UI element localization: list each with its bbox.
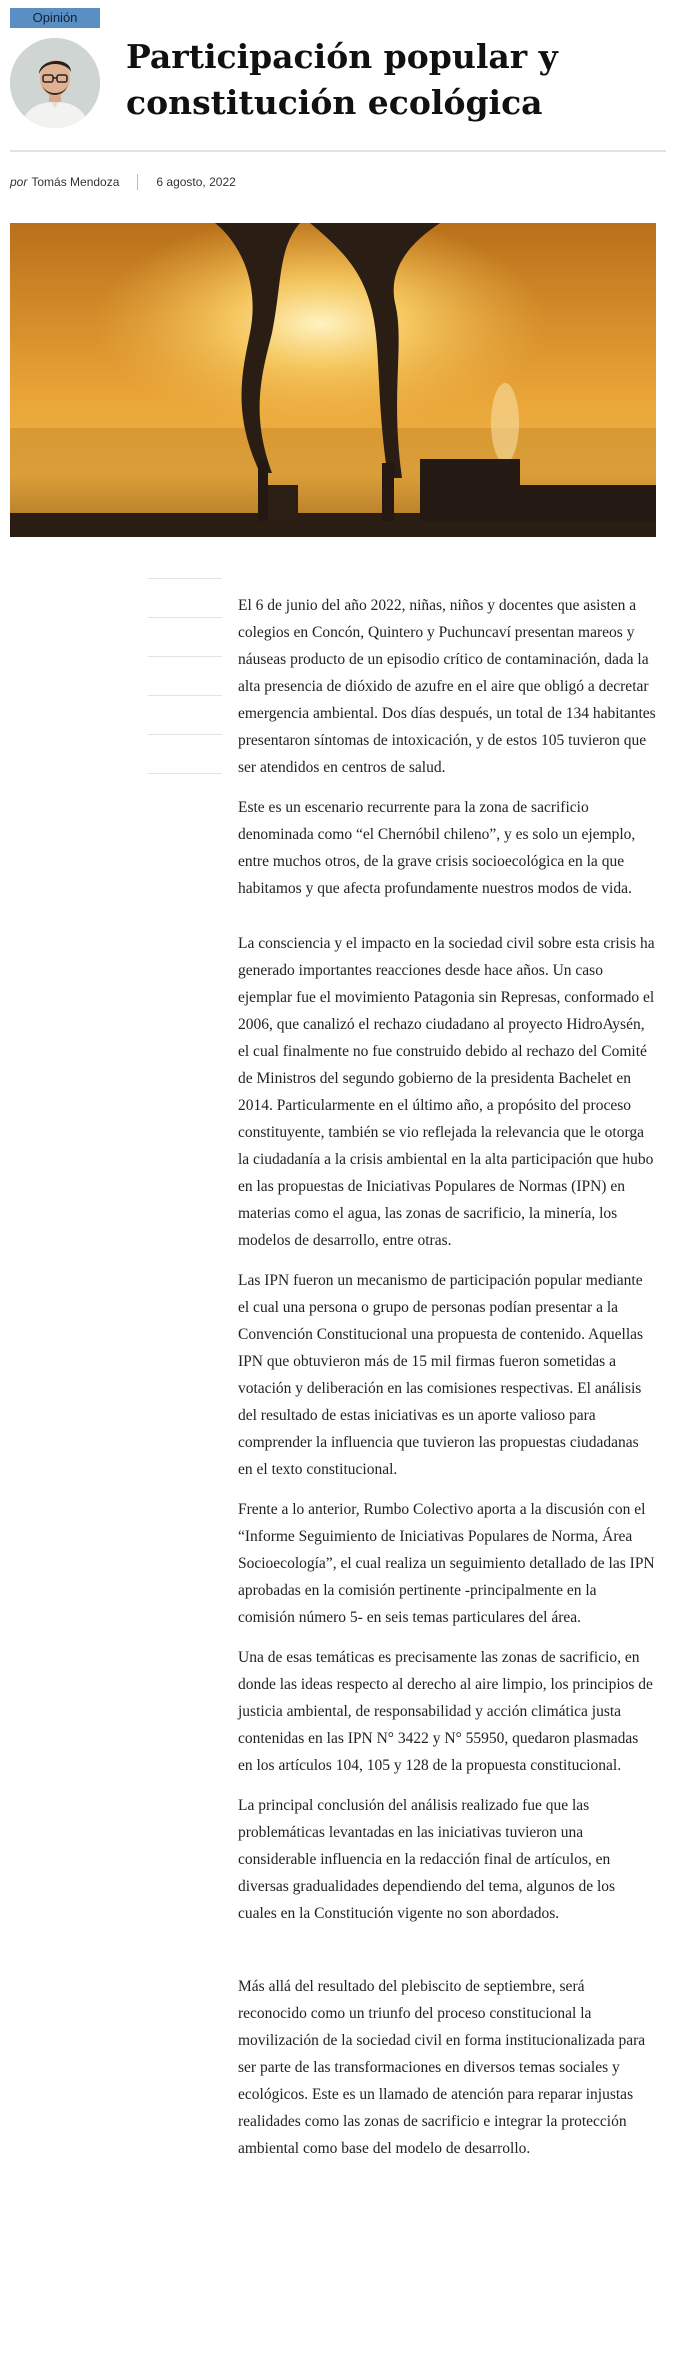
byline-separator (137, 174, 138, 190)
author-avatar (10, 38, 100, 128)
paragraph-4: Las IPN fueron un mecanismo de participación popular mediante el cual una persona o grupo de personas podían presentar a la Convención Constitucional una propuesta de contenido. Aquellas IPN que obtuvieron más de 15 mil firmas fueron sometidas a votación y deliberación en las comisiones respectivas. El análisis del resultado de estas iniciativas es un aporte valioso para comprender la influencia que tuvieron las propuestas ciudadanas en el texto constitucional. (238, 1272, 644, 1478)
share-placeholder-lines (148, 578, 222, 812)
paragraph-5: Frente a lo anterior, Rumbo Colectivo aporta a la discusión con el “Informe Seguimiento de Iniciativas Populares de Norma, Área Socioecología”, el cual realiza un seguimiento detallado de las IPN aprobadas en la comisión pertinente -principalmente en la comisión número 5- en seis temas particulares del área. (238, 1501, 655, 1626)
publish-date: 6 agosto, 2022 (156, 175, 236, 189)
paragraph-3: La consciencia y el impacto en la sociedad civil sobre esta crisis ha generado importantes reacciones desde hace años. Un caso ejemplar fue el movimiento Patagonia sin Represas, conformado el 2006, que canalizó el rechazo ciudadano al proyecto HidroAysén, el cual finalmente no fue construido debido al rechazo del Comité de Ministros del segundo gobierno de la presidenta Bachelet en 2014. Particularmente en el último año, a propósito del proceso constituyente, también se vio reflejada la relevancia que le otorga la ciudadanía a la crisis ambiental en la alta participación que hubo en las propuestas de Iniciativas Populares de Normas (IPN) en materias como el agua, las zonas de sacrificio, la minería, los modelos de desarrollo, entre otras. (238, 935, 655, 1249)
article-body (238, 592, 656, 2175)
byline (10, 174, 236, 190)
byline-prefix: por (10, 175, 28, 189)
paragraph-2: Este es un escenario recurrente para la zona de sacrificio denominada como “el Chernóbil chileno”, y es solo un ejemplo, entre muchos otros, de la grave crisis socioecológica en la que habitamos y que afecta profundamente nuestros modos de vida. (238, 799, 636, 897)
author-name[interactable]: Tomás Mendoza (31, 175, 120, 189)
smokestacks-sunset-image (10, 223, 656, 537)
share-line (148, 695, 222, 696)
paragraph-7: La principal conclusión del análisis realizado fue que las problemáticas levantadas en las iniciativas tuvieron una considerable influencia en la redacción final de artículos, en diversas gradualidades dependiendo del tema, algunos de los cuales en la Constitución vigente no son abordados. (238, 1797, 616, 1922)
article-title: Participación popular y constitución ecológica (126, 37, 558, 122)
paragraph-8: Más allá del resultado del plebiscito de septiembre, será reconocido como un triunfo del proceso constitucional la movilización de la sociedad civil en forma institucionalizada para ser parte de las transformaciones en diversos temas sociales y ecológicos. Este es un llamado de atención para reparar injustas realidades como las zonas de sacrificio e integrar la protección ambiental como base del modelo de desarrollo. (238, 1978, 646, 2157)
section-badge[interactable]: Opinión (10, 8, 100, 28)
share-line (148, 578, 222, 579)
share-line (148, 656, 222, 657)
header-divider (10, 150, 666, 152)
paragraph-6: Una de esas temáticas es precisamente las zonas de sacrificio, en donde las ideas respecto al derecho al aire limpio, los principios de justicia ambiental, de responsabilidad y acción climática justa contenidas en las IPN N° 3422 y N° 55950, quedaron plasmadas en los artículos 104, 105 y 128 de la propuesta constitucional. (238, 1649, 653, 1774)
share-line (148, 773, 222, 774)
author-portrait-icon (10, 38, 100, 128)
hero-image (10, 223, 656, 537)
paragraph-1: El 6 de junio del año 2022, niñas, niños y docentes que asisten a colegios en Concón, Quintero y Puchuncaví presentan mareos y náuseas producto de un episodio crítico de contaminación, dada la alta presencia de dióxido de azufre en el aire que obligó a decretar emergencia ambiental. Dos días después, un total de 134 habitantes presentaron síntomas de intoxicación, y de estos 105 tuvieron que ser atendidos en centros de salud. (238, 597, 656, 776)
share-line (148, 734, 222, 735)
share-line (148, 617, 222, 618)
